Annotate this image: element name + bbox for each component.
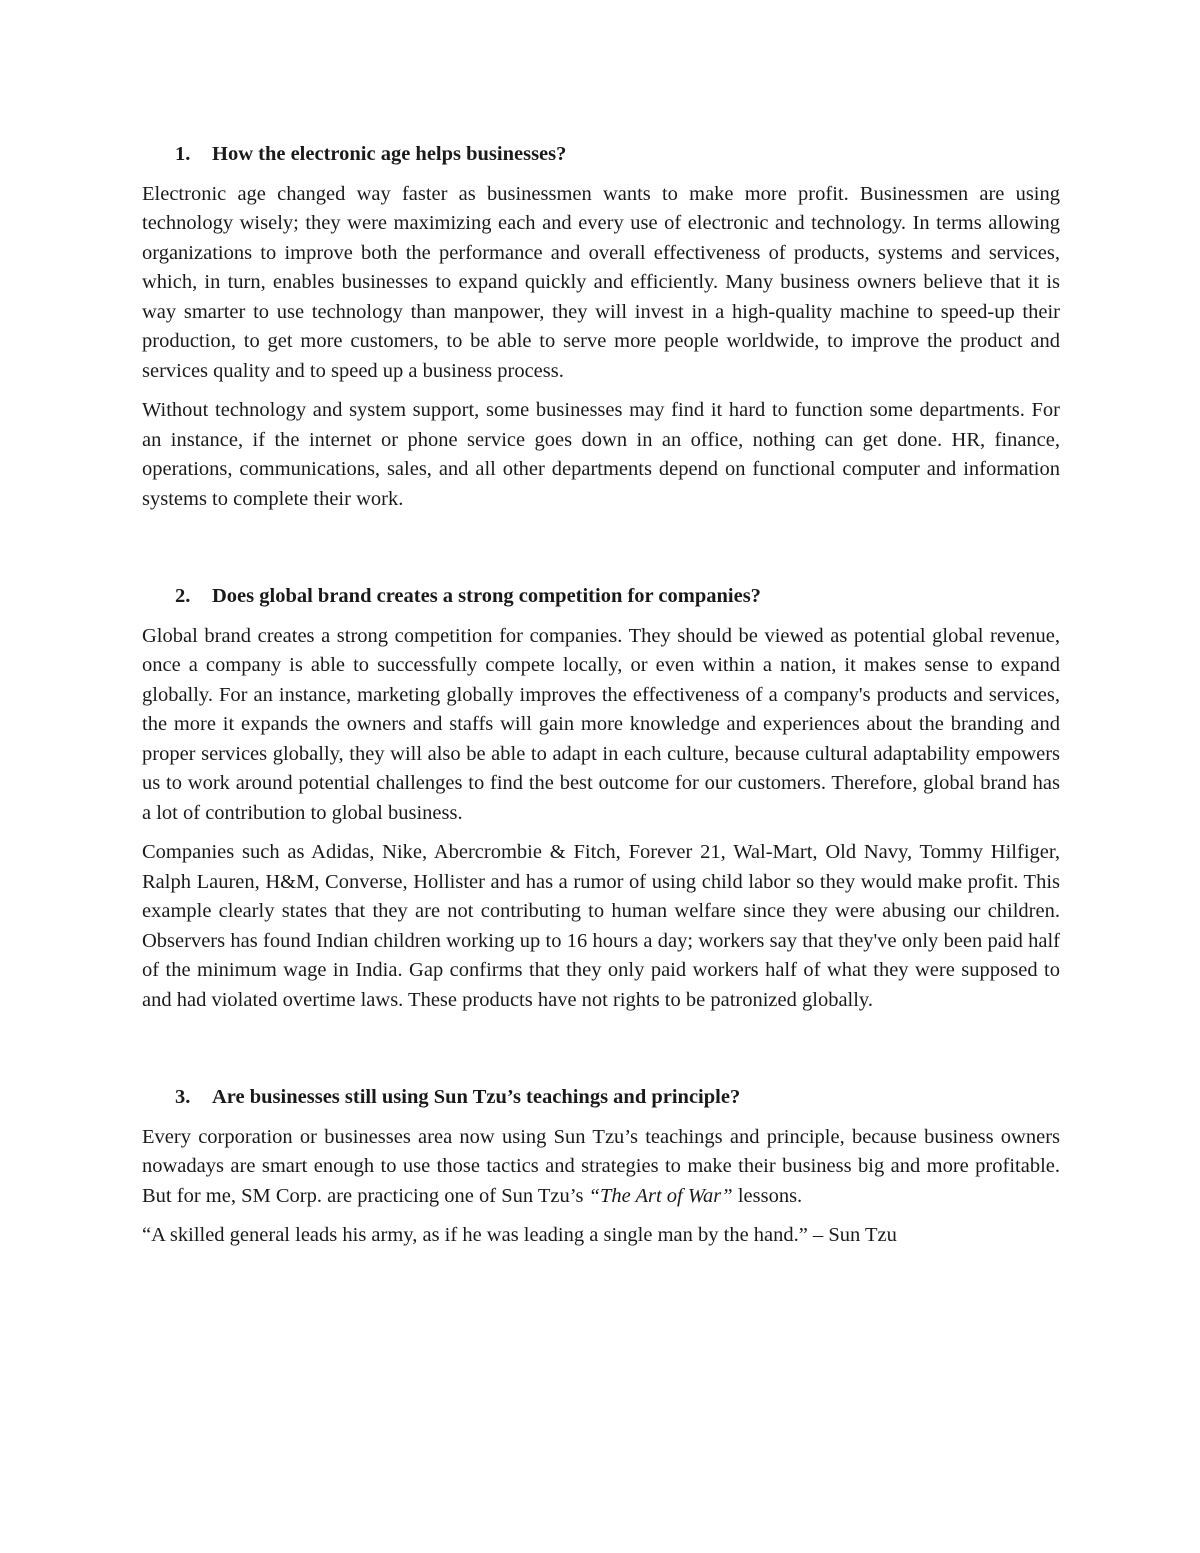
paragraph-text: Every corporation or businesses area now using Sun Tzu’s teachings and principle, because business owners nowadays are smart enough to use those tactics and strategies to make their business big and more profitable. But for me, SM Corp. are practicing one of Sun Tzu’s — [142, 1125, 1060, 1207]
section-3-paragraph-1 — [142, 1123, 1060, 1212]
section-number: 1. — [175, 143, 191, 165]
paragraph-text: lessons. — [732, 1184, 803, 1207]
section-number: 2. — [175, 585, 191, 607]
document-page — [142, 140, 1060, 1251]
section-2-paragraph-2: Companies such as Adidas, Nike, Abercrombie & Fitch, Forever 21, Wal-Mart, Old Navy, Tommy Hilfiger, Ralph Lauren, H&M, Converse, Hollister and has a rumor of using child labor so they would make profit. This example clearly states that they are not contributing to human welfare since they were abusing our children. Observers has found Indian children working up to 16 hours a day; workers say that they've only been paid half of the minimum wage in India. Gap confirms that they only paid workers half of what they were supposed to and had violated overtime laws. These products have not rights to be patronized globally. — [142, 841, 1060, 1011]
section-title: Does global brand creates a strong competition for companies? — [212, 585, 761, 607]
sun-tzu-quote: “A skilled general leads his army, as if he was leading a single man by the hand.” – Sun Tzu — [142, 1224, 897, 1246]
section-2-heading — [142, 582, 1060, 612]
section-1-heading — [142, 140, 1060, 170]
section-spacer — [142, 524, 1060, 582]
book-title: “The Art of War” — [588, 1184, 733, 1207]
section-number: 3. — [175, 1086, 191, 1108]
section-1-paragraph-1: Electronic age changed way faster as businessmen wants to make more profit. Businessmen are using technology wisely; they were maximizing each and every use of electronic and technology. In terms allowing organizations to improve both the performance and overall effectiveness of products, systems and services, which, in turn, enables businesses to expand quickly and efficiently. Many business owners believe that it is way smarter to use technology than manpower, they will invest in a high-quality machine to speed-up their production, to get more customers, to be able to serve more people worldwide, to improve the product and services quality and to speed up a business process. — [142, 182, 1060, 382]
section-spacer — [142, 1025, 1060, 1083]
section-3-heading — [142, 1083, 1060, 1113]
section-2-paragraph-1: Global brand creates a strong competition for companies. They should be viewed as potential global revenue, once a company is able to successfully compete locally, or even within a nation, it makes sense to expand globally. For an instance, marketing globally improves the effectiveness of a company's products and services, the more it expands the owners and staffs will gain more knowledge and experiences about the branding and proper services globally, they will also be able to adapt in each culture, because cultural adaptability empowers us to work around potential challenges to find the best outcome for our customers. Therefore, global brand has a lot of contribution to global business. — [142, 624, 1060, 824]
section-1-paragraph-2: Without technology and system support, some businesses may find it hard to function some departments. For an instance, if the internet or phone service goes down in an office, nothing can get done. HR, finance, operations, communications, sales, and all other departments depend on functional computer and information systems to complete their work. — [142, 399, 1060, 510]
section-title: Are businesses still using Sun Tzu’s teachings and principle? — [212, 1086, 741, 1108]
section-title: How the electronic age helps businesses? — [212, 143, 567, 165]
